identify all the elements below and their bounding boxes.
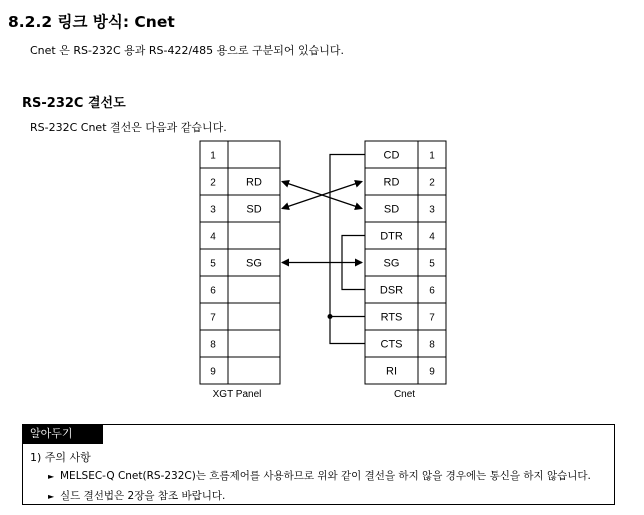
right-device-label: Cnet bbox=[393, 389, 416, 400]
left-pin-number: 7 bbox=[210, 312, 216, 324]
left-pin-number: 2 bbox=[210, 177, 216, 189]
right-pin-number: 1 bbox=[429, 150, 435, 162]
left-pin-number: 8 bbox=[210, 339, 216, 351]
section-intro: Cnet 은 RS-232C 용과 RS-422/485 용으로 구분되어 있습니다. bbox=[30, 44, 345, 57]
right-pin-number: 2 bbox=[429, 177, 435, 189]
left-device-label: XGT Panel bbox=[212, 389, 262, 400]
right-pin-number: 8 bbox=[429, 339, 435, 351]
note-item bbox=[48, 468, 591, 483]
bullet-arrow-icon: ► bbox=[48, 472, 55, 481]
left-pin-number: 5 bbox=[210, 258, 216, 270]
right-pin-number: 9 bbox=[429, 366, 435, 378]
left-pin-number: 9 bbox=[210, 366, 216, 378]
left-pin-signal: SD bbox=[246, 203, 262, 216]
right-pin-signal: RD bbox=[383, 176, 400, 189]
right-pin-signal: RTS bbox=[380, 311, 403, 324]
note-item-text: 실드 결선법은 2장을 참조 바랍니다. bbox=[60, 490, 226, 502]
note-heading: 1) 주의 사항 bbox=[30, 451, 91, 464]
left-pin-number: 4 bbox=[210, 231, 216, 243]
bullet-arrow-icon: ► bbox=[48, 492, 55, 501]
junction-dot bbox=[328, 314, 333, 319]
right-pin-signal: DSR bbox=[379, 284, 404, 297]
right-pin-signal: DTR bbox=[380, 230, 403, 243]
wiring-title: RS-232C 결선도 bbox=[22, 96, 126, 111]
wiring-description: RS-232C Cnet 결선은 다음과 같습니다. bbox=[30, 121, 227, 134]
right-pin-signal: SD bbox=[383, 203, 400, 216]
section-title: 8.2.2 링크 방식: Cnet bbox=[8, 13, 175, 31]
left-pin-signal: RD bbox=[246, 176, 262, 189]
note-tab: 알아두기 bbox=[22, 424, 103, 444]
right-pin-signal: CD bbox=[383, 149, 400, 162]
right-pin-number: 4 bbox=[429, 231, 435, 243]
right-pin-number: 7 bbox=[429, 312, 435, 324]
right-pin-signal: CTS bbox=[380, 338, 403, 351]
right-pin-number: 6 bbox=[429, 285, 435, 297]
right-pin-number: 5 bbox=[429, 258, 435, 270]
note-item bbox=[48, 488, 225, 503]
left-pin-number: 1 bbox=[210, 150, 216, 162]
right-pin-signal: RI bbox=[386, 365, 397, 378]
left-pin-signal: SG bbox=[246, 257, 262, 270]
note-item-text: MELSEC-Q Cnet(RS-232C)는 흐름제어를 사용하므로 위와 같이 결선을 하지 않을 경우에는 통신을 하지 않습니다. bbox=[60, 470, 591, 482]
left-pin-number: 6 bbox=[210, 285, 216, 297]
left-pin-number: 3 bbox=[210, 204, 216, 216]
right-pin-number: 3 bbox=[429, 204, 435, 216]
right-pin-signal: SG bbox=[383, 257, 400, 270]
